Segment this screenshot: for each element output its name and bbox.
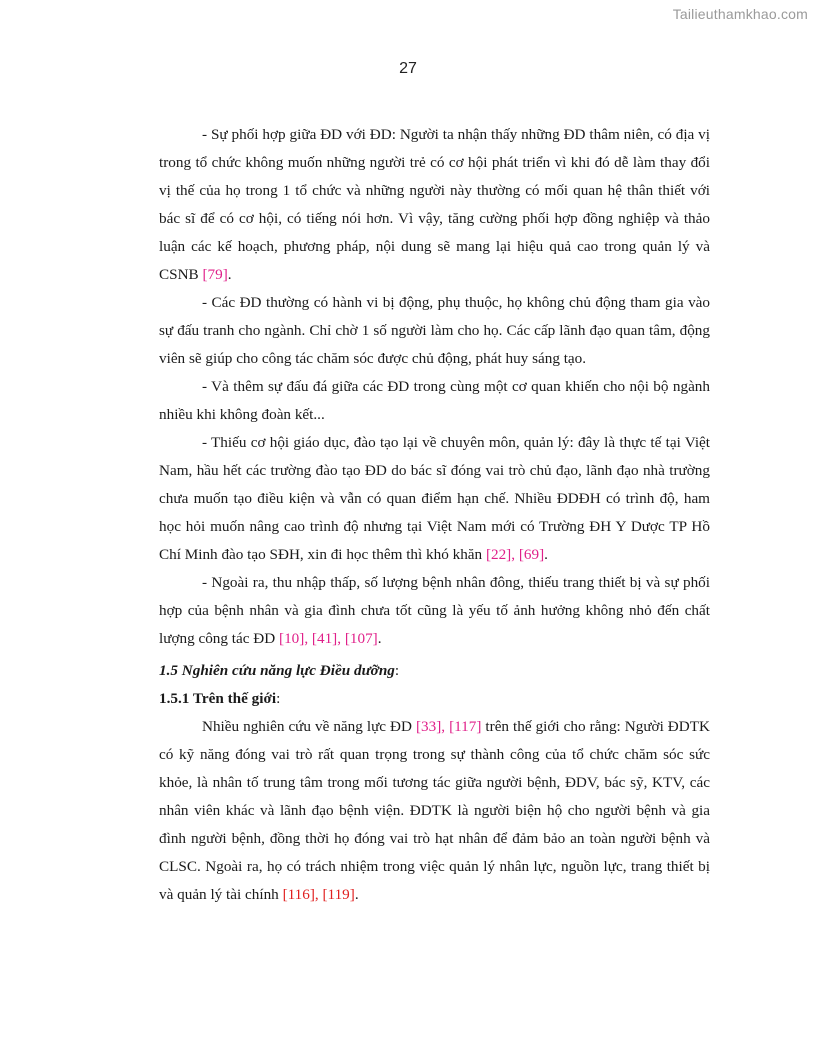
section-heading — [159, 657, 710, 685]
paragraph-text: - Sự phối hợp giữa ĐD với ĐD: Người ta nhận thấy những ĐD thâm niên, có địa vị trong tổ chức không muốn những người trẻ có cơ hội phát triển vì khi đó dễ làm thay đổi vị thế của họ trong 1 tổ chức và những người này thường có mối quan hệ thân thiết với bác sĩ để có cơ hội, có tiếng nói hơn. Vì vậy, tăng cường phối hợp đồng nghiệp và thảo luận các kế hoạch, phương pháp, nội dung sẽ mang lại hiệu quả cao trong quản lý và CSNB — [159, 126, 710, 283]
citation-link[interactable]: [33], [117] — [415, 718, 482, 735]
paragraph — [159, 121, 710, 289]
paragraph-tail: . — [227, 266, 232, 283]
paragraph-text: - Và thêm sự đấu đá giữa các ĐD trong cùng một cơ quan khiến cho nội bộ ngành nhiều khi không đoàn kết... — [159, 378, 710, 423]
paragraph-text: - Thiếu cơ hội giáo dục, đào tạo lại về chuyên môn, quản lý: đây là thực tế tại Việt Nam, hầu hết các trường đào tạo ĐD do bác sĩ đóng vai trò chủ đạo, lãnh đạo nhà trường chưa muốn tạo điều kiện và vẫn có quan điểm hạn chế. Nhiều ĐDĐH có trình độ, ham học hỏi muốn nâng cao trình độ nhưng tại Việt Nam mới có Trường ĐH Y Dược TP Hồ Chí Minh đào tạo SĐH, xin đi học thêm thì khó khăn — [159, 434, 710, 563]
heading-suffix: : — [276, 690, 281, 707]
paragraph — [159, 373, 710, 429]
subsection-heading — [159, 685, 710, 713]
citation-link[interactable]: [10], [41], [107] — [279, 630, 378, 647]
paragraph-tail: . — [544, 546, 548, 563]
section-heading-text: 1.5 Nghiên cứu năng lực Điều dưỡng — [159, 662, 395, 679]
citation-link[interactable]: [79] — [202, 266, 228, 283]
paragraph-text: - Ngoài ra, thu nhập thấp, số lượng bệnh nhân đông, thiếu trang thiết bị và sự phối hợp của bệnh nhân và gia đình chưa tốt cũng là yếu tố ảnh hưởng không nhỏ đến chất lượng công tác ĐD — [159, 574, 710, 647]
citation-link[interactable]: [116], [119] — [282, 886, 355, 903]
page-number: 27 — [399, 60, 417, 77]
paragraph-text: trên thế giới cho rằng: Người ĐDTK có kỹ năng đóng vai trò rất quan trọng trong sự thành công của tổ chức chăm sóc sức khỏe, là nhân tố trung tâm trong mối tương tác giữa người bệnh, ĐDV, bác sỹ, KTV, các nhân viên khác và lãnh đạo bệnh viện. ĐDTK là người biện hộ cho người bệnh và gia đình người bệnh, đồng thời họ đóng vai trò hạt nhân để đảm bảo an toàn người bệnh và CLSC. Ngoài ra, họ có trách nhiệm trong việc quản lý nhân lực, nguồn lực, trang thiết bị và quản lý tài chính — [159, 718, 710, 903]
watermark: Tailieuthamkhao.com — [672, 6, 808, 22]
paragraph — [159, 569, 710, 653]
paragraph — [159, 429, 710, 569]
paragraph — [159, 289, 710, 373]
paragraph-text: - Các ĐD thường có hành vi bị động, phụ thuộc, họ không chủ động tham gia vào sự đấu tranh cho ngành. Chỉ chờ 1 số người làm cho họ. Các cấp lãnh đạo quan tâm, động viên sẽ giúp cho công tác chăm sóc được chủ động, phát huy sáng tạo. — [159, 294, 710, 367]
heading-suffix: : — [394, 662, 400, 679]
paragraph — [159, 713, 710, 909]
document-body — [159, 121, 710, 909]
paragraph-tail: . — [377, 630, 382, 647]
paragraph-tail: . — [354, 886, 359, 903]
subsection-heading-text: 1.5.1 Trên thế giới — [159, 690, 277, 707]
citation-link[interactable]: [22], [69] — [485, 546, 545, 563]
paragraph-text: Nhiều nghiên cứu về năng lực ĐD — [202, 718, 416, 735]
